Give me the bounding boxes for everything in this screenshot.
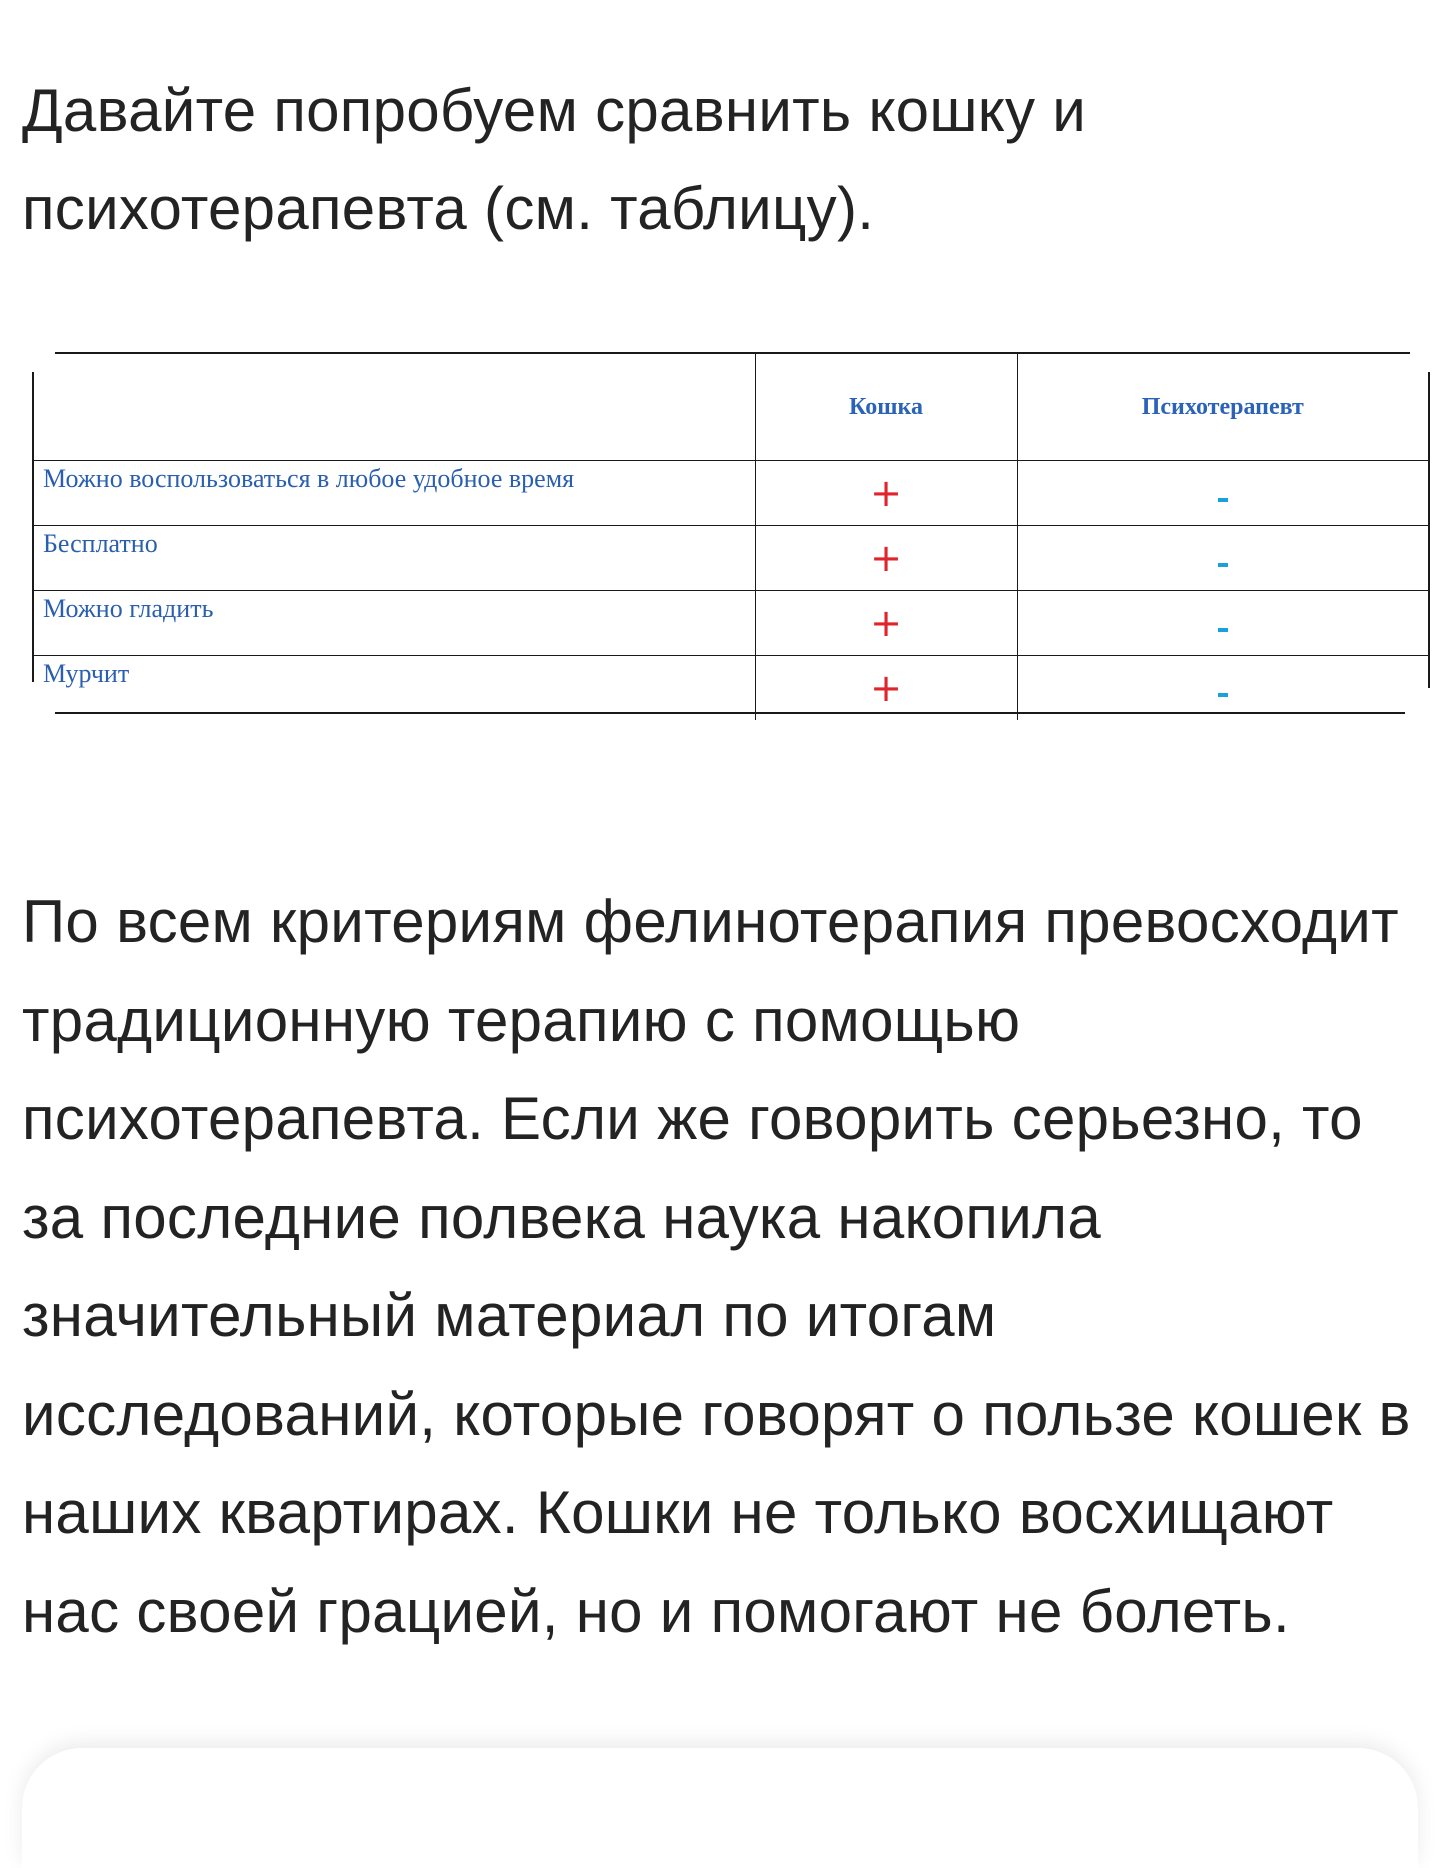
cat-plus-mark: + [755, 656, 1017, 721]
therapist-cell [1017, 656, 1428, 721]
header-cell-cat: Кошка [755, 354, 1017, 461]
therapist-minus-mark [1218, 693, 1228, 697]
criterion-label: Мурчит [33, 656, 755, 721]
header-cell-therapist: Психотерапевт [1017, 354, 1428, 461]
table-row [33, 656, 1428, 721]
criterion-label: Можно гладить [33, 591, 755, 656]
therapist-cell [1017, 461, 1428, 526]
criterion-label: Можно воспользоваться в любое удобное время [33, 461, 755, 526]
cat-plus-mark: + [755, 526, 1017, 591]
table-row [33, 526, 1428, 591]
table-row [33, 461, 1428, 526]
criterion-label: Бесплатно [33, 526, 755, 591]
header-cell-empty [33, 354, 755, 461]
table-header-row [33, 354, 1428, 461]
table-right-edge [1428, 372, 1430, 688]
table-bottom-rule [55, 712, 1405, 714]
therapist-minus-mark [1218, 498, 1228, 502]
therapist-cell [1017, 526, 1428, 591]
table-row [33, 591, 1428, 656]
therapist-minus-mark [1218, 628, 1228, 632]
comparison-table-image [0, 350, 1440, 716]
cat-plus-mark: + [755, 591, 1017, 656]
cat-plus-mark: + [755, 461, 1017, 526]
therapist-cell [1017, 591, 1428, 656]
bottom-sheet-edge [22, 1748, 1418, 1868]
intro-paragraph: Давайте попробуем сравнить кошку и психотерапевта (см. таблицу). [22, 77, 1087, 242]
comparison-table [33, 354, 1428, 720]
main-paragraph: По всем критериям фелинотерапия превосходит традиционную терапию с помощью психотерапевта. Если же говорить серьезно, то за последние полвека наука накопила значительный материал по итогам исследований, которые говорят о пользе кошек в наших квартирах. Кошки не только восхищают нас своей грацией, но и помогают не болеть. [22, 888, 1411, 1645]
therapist-minus-mark [1218, 563, 1228, 567]
